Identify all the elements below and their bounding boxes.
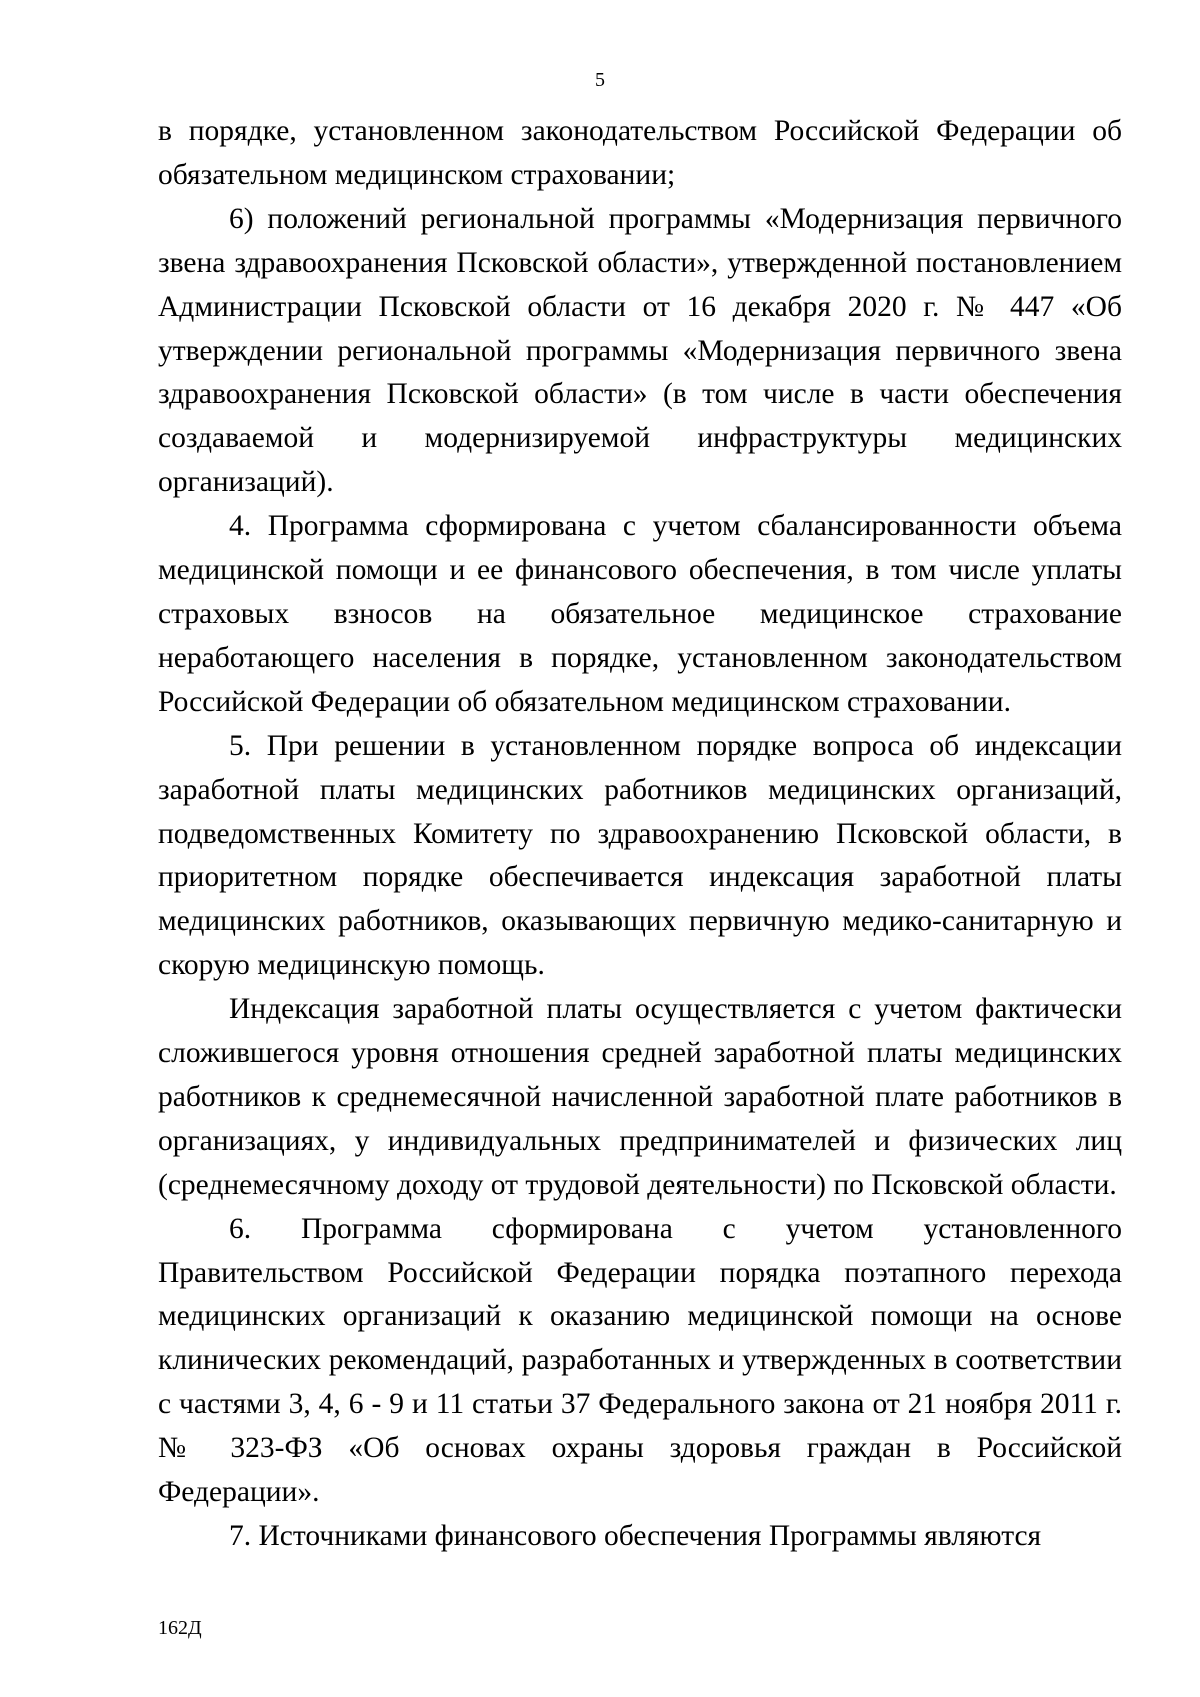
paragraph-continuation: в порядке, установленном законодательством Российской Федерации об обязательном медицинском страховании; xyxy=(158,115,1122,191)
page-number: 5 xyxy=(595,69,605,91)
document-body xyxy=(158,110,1122,1559)
paragraph-section-5: 5. При решении в установленном порядке вопроса об индексации заработной платы медицинских работников медицинских организаций, подведомственных Комитету по здравоохранению Псковской области, в приоритетном порядке обеспечивается индексация заработной платы медицинских работников, оказывающих первичную медико-санитарную и скорую медицинскую помощь. xyxy=(158,729,1122,982)
paragraph-item-6: 6) положений региональной программы «Модернизация первичного звена здравоохранения Псковской области», утвержденной постановлением Администрации Псковской области от 16 декабря 2020 г. № 447 «Об утверждении региональной программы «Модернизация первичного звена здравоохранения Псковской области» (в том числе в части обеспечения создаваемой и модернизируемой инфраструктуры медицинских организаций). xyxy=(158,202,1122,499)
paragraph-section-6: 6. Программа сформирована с учетом установленного Правительством Российской Федерации порядка поэтапного перехода медицинских организаций к оказанию медицинской помощи на основе клинических рекомендаций, разработанных и утвержденных в соответствии с частями 3, 4, 6 - 9 и 11 статьи 37 Федерального закона от 21 ноября 2011 г. № 323-ФЗ «Об основах охраны здоровья граждан в Российской Федерации». xyxy=(158,1212,1122,1509)
paragraph-indexation: Индексация заработной платы осуществляется с учетом фактически сложившегося уровня отношения средней заработной платы медицинских работников к среднемесячной начисленной заработной плате работников в организациях, у индивидуальных предпринимателей и физических лиц (среднемесячному доходу от трудовой деятельности) по Псковской области. xyxy=(158,993,1122,1201)
document-code: 162Д xyxy=(158,1617,202,1639)
paragraph-section-4: 4. Программа сформирована с учетом сбалансированности объема медицинской помощи и ее финансового обеспечения, в том числе уплаты страховых взносов на обязательное медицинское страхование неработающего населения в порядке, установленном законодательством Российской Федерации об обязательном медицинском страховании. xyxy=(158,510,1122,718)
paragraph-section-7: 7. Источниками финансового обеспечения Программы являются xyxy=(229,1520,1042,1552)
